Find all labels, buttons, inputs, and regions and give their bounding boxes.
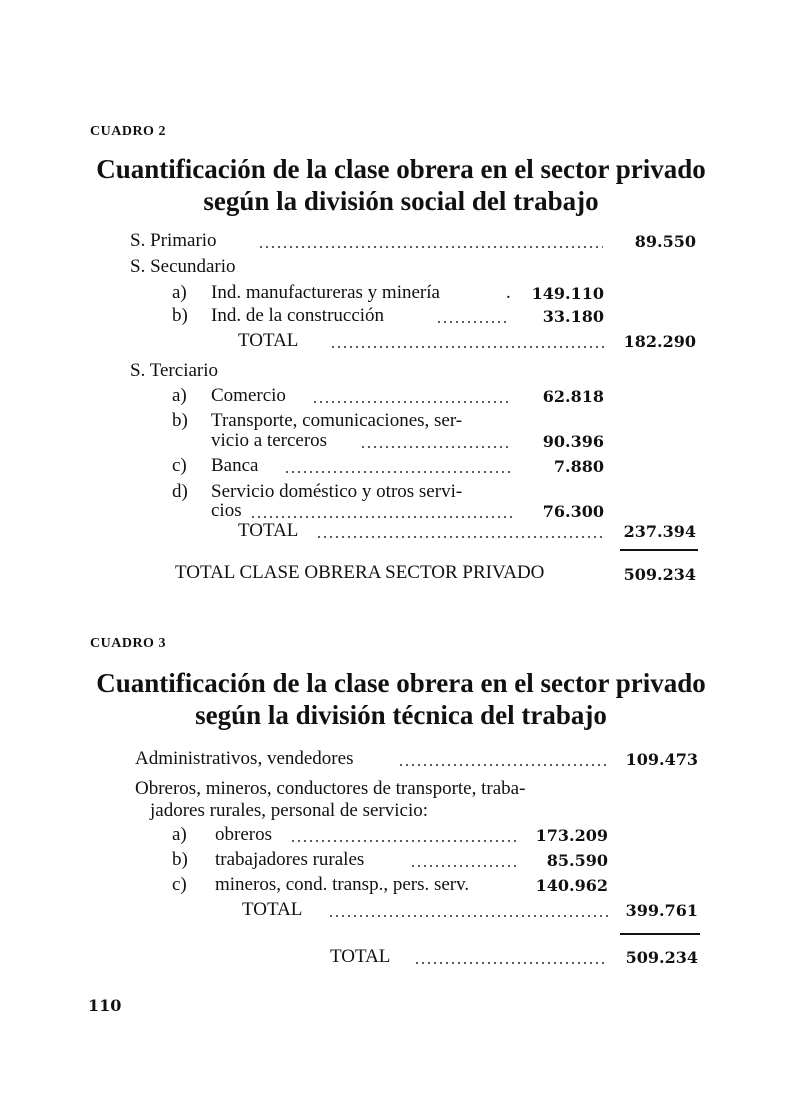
terciario-c-letter: c): [172, 455, 187, 476]
terciario-c-value: 7.880: [553, 457, 604, 476]
leader-dots: [290, 839, 516, 843]
leader-dots: [284, 470, 512, 474]
page-number: 110: [88, 996, 122, 1015]
secundario-a-label: Ind. manufactureras y minería: [211, 282, 440, 303]
terciario-b-value: 90.396: [542, 432, 604, 451]
cuadro-3-total-label: TOTAL: [242, 899, 303, 920]
terciario-d-label-line-1: Servicio doméstico y otros servi-: [211, 481, 463, 502]
terciario-a-value: 62.818: [542, 387, 604, 406]
leader-dot: .: [506, 282, 511, 303]
sum-rule: [620, 549, 698, 551]
leader-dots: [414, 961, 608, 965]
leader-dots: [360, 445, 512, 449]
secundario-a-value: 149.110: [531, 284, 604, 303]
terciario-b-letter: b): [172, 410, 188, 431]
leader-dots: [436, 320, 508, 324]
cuadro-3-grand-total: 509.234: [625, 948, 698, 967]
obreros-label-line-1: Obreros, mineros, conductores de transporte, traba-: [135, 778, 526, 799]
obreros-c-letter: c): [172, 874, 187, 895]
leader-dots: [316, 535, 604, 539]
terciario-d-value: 76.300: [542, 502, 604, 521]
secundario-b-label: Ind. de la construcción: [211, 305, 385, 326]
secundario-label: S. Secundario: [130, 256, 236, 277]
leader-dots: [410, 864, 518, 868]
terciario-total-label: TOTAL: [238, 520, 299, 541]
cuadro-3-title-line-1: Cuantificación de la clase obrera en el sector privado: [96, 668, 706, 698]
cuadro-3-grand-total-label: TOTAL: [330, 946, 391, 967]
cuadro-2-grand-total-label: TOTAL CLASE OBRERA SECTOR PRIVADO: [175, 562, 545, 583]
cuadro-3-title-line-2: según la división técnica del trabajo: [195, 700, 607, 730]
obreros-a-value: 173.209: [535, 826, 608, 845]
primario-label: S. Primario: [130, 230, 217, 251]
administrativos-label: Administrativos, vendedores: [135, 748, 354, 769]
terciario-c-label: Banca: [211, 455, 259, 476]
obreros-label-line-2: jadores rurales, personal de servicio:: [150, 800, 429, 821]
terciario-total: 237.394: [623, 522, 696, 541]
terciario-d-letter: d): [172, 481, 188, 502]
leader-dots: [328, 914, 608, 918]
leader-dots: [398, 763, 608, 767]
terciario-label: S. Terciario: [130, 360, 219, 381]
obreros-b-label: trabajadores rurales: [215, 849, 365, 870]
sum-rule: [620, 933, 700, 935]
obreros-b-value: 85.590: [546, 851, 608, 870]
obreros-c-label: mineros, cond. transp., pers. serv.: [215, 874, 470, 895]
cuadro-2-title-line-2: según la división social del trabajo: [203, 186, 599, 216]
terciario-b-label-line-1: Transporte, comunicaciones, ser-: [211, 410, 463, 431]
terciario-a-label: Comercio: [211, 385, 286, 406]
leader-dots: [330, 345, 604, 349]
secundario-total-label: TOTAL: [238, 330, 299, 351]
cuadro-3-total: 399.761: [625, 901, 698, 920]
obreros-c-value: 140.962: [535, 876, 608, 895]
obreros-b-letter: b): [172, 849, 188, 870]
cuadro-2-label: CUADRO 2: [90, 124, 166, 139]
terciario-d-label-line-2: cios: [211, 500, 242, 521]
obreros-a-label: obreros: [215, 824, 272, 845]
terciario-a-letter: a): [172, 385, 187, 406]
cuadro-2-grand-total: 509.234: [623, 565, 696, 584]
cuadro-3-label: CUADRO 3: [90, 636, 166, 651]
administrativos-value: 109.473: [625, 750, 698, 769]
cuadro-2-title-line-1: Cuantificación de la clase obrera en el sector privado: [96, 154, 706, 184]
secundario-b-letter: b): [172, 305, 188, 326]
terciario-b-label-line-2: vicio a terceros: [211, 430, 328, 451]
leader-dots: [258, 245, 603, 249]
leader-dots: [312, 400, 512, 404]
secundario-total: 182.290: [623, 332, 696, 351]
leader-dots: [250, 515, 512, 519]
obreros-a-letter: a): [172, 824, 187, 845]
secundario-a-letter: a): [172, 282, 187, 303]
primario-total: 89.550: [634, 232, 696, 251]
secundario-b-value: 33.180: [542, 307, 604, 326]
